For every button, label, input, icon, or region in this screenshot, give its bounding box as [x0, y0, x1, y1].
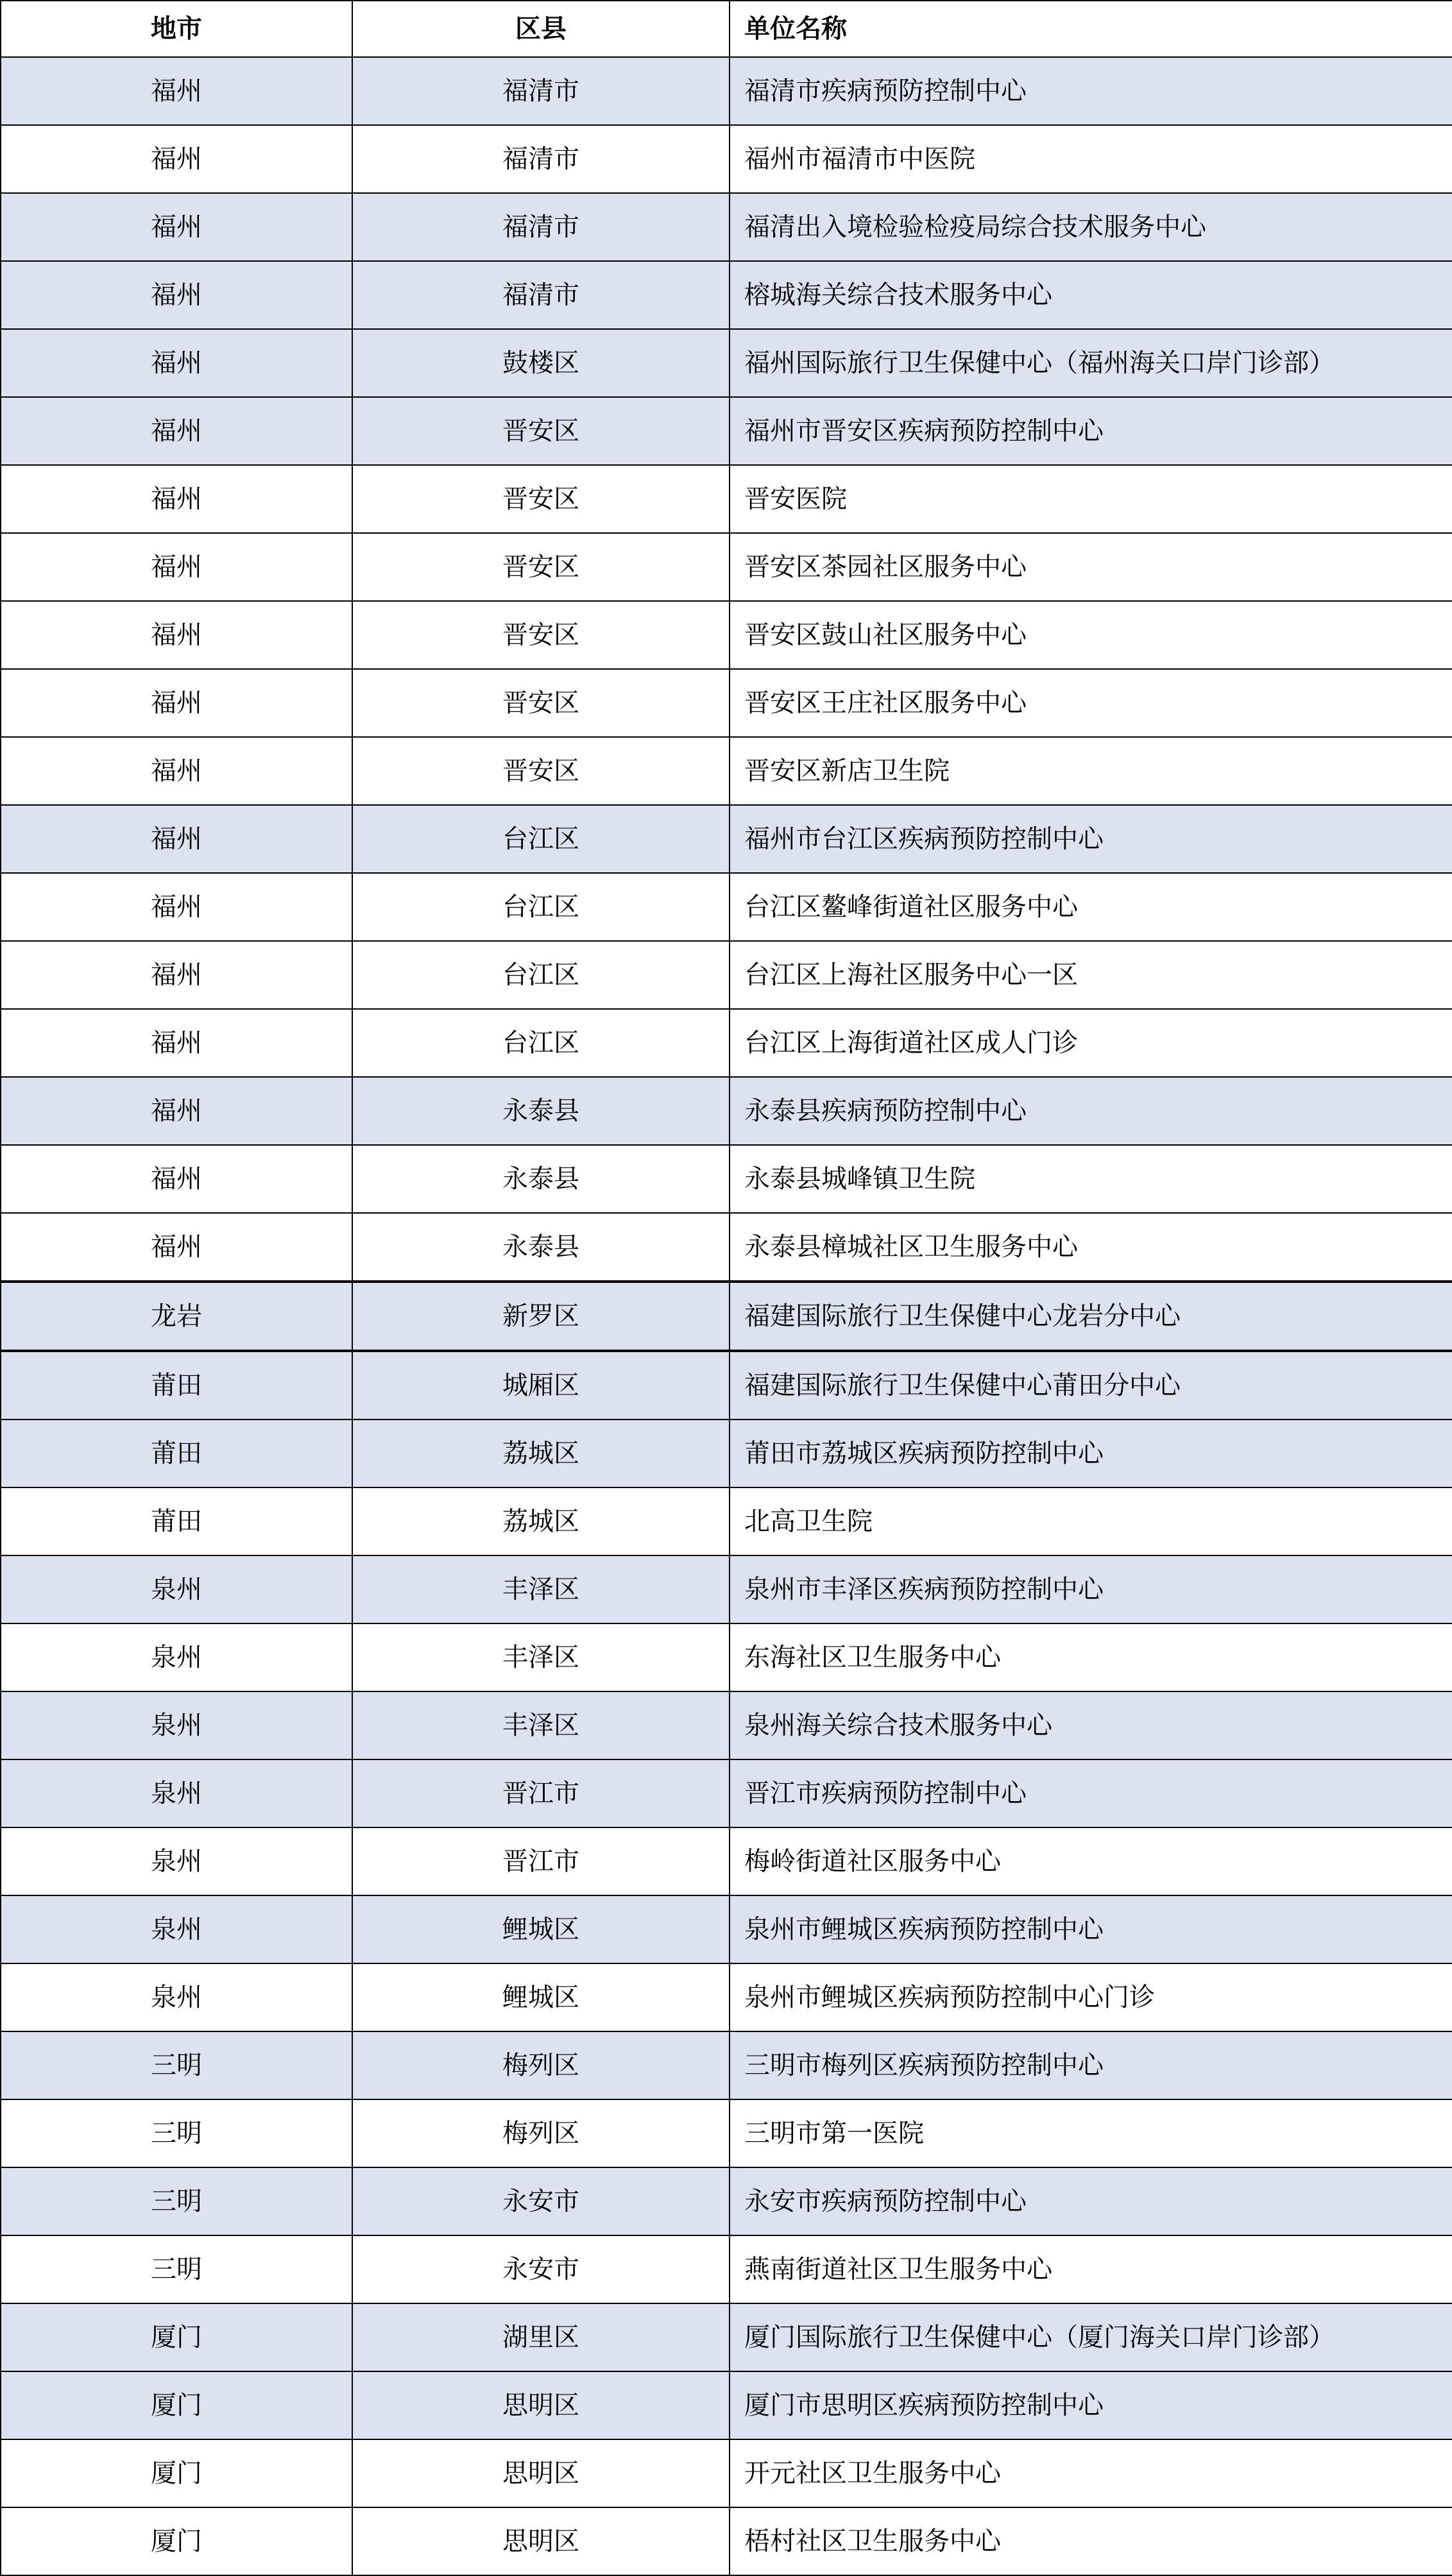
cell-district: 晋江市 — [352, 1827, 730, 1895]
table-row — [1, 1351, 1452, 1419]
cell-unit-name: 晋安区鼓山社区服务中心 — [730, 601, 1452, 669]
cell-city: 泉州 — [1, 1895, 352, 1963]
table-row — [1, 465, 1452, 533]
table-row — [1, 2167, 1452, 2235]
cell-city: 福州 — [1, 125, 352, 193]
cell-district: 荔城区 — [352, 1419, 730, 1487]
table-row — [1, 1419, 1452, 1487]
table-row — [1, 2235, 1452, 2303]
cell-district: 城厢区 — [352, 1351, 730, 1419]
cell-district: 晋江市 — [352, 1759, 730, 1827]
table-row — [1, 2031, 1452, 2099]
cell-district: 梅列区 — [352, 2031, 730, 2099]
cell-city: 厦门 — [1, 2371, 352, 2439]
table-row — [1, 1145, 1452, 1213]
cell-district: 湖里区 — [352, 2303, 730, 2371]
cell-city: 福州 — [1, 465, 352, 533]
cell-unit-name: 永泰县城峰镇卫生院 — [730, 1145, 1452, 1213]
cell-unit-name: 厦门国际旅行卫生保健中心（厦门海关口岸门诊部） — [730, 2303, 1452, 2371]
cell-unit-name: 晋安医院 — [730, 465, 1452, 533]
cell-district: 福清市 — [352, 193, 730, 261]
table-row — [1, 125, 1452, 193]
cell-district: 晋安区 — [352, 601, 730, 669]
cell-district: 台江区 — [352, 873, 730, 941]
cell-unit-name: 晋安区王庄社区服务中心 — [730, 669, 1452, 737]
cell-city: 福州 — [1, 873, 352, 941]
cell-city: 三明 — [1, 2031, 352, 2099]
table-row — [1, 2303, 1452, 2371]
cell-district: 丰泽区 — [352, 1691, 730, 1759]
cell-city: 三明 — [1, 2167, 352, 2235]
cell-city: 莆田 — [1, 1419, 352, 1487]
cell-district: 晋安区 — [352, 465, 730, 533]
cell-unit-name: 梧村社区卫生服务中心 — [730, 2507, 1452, 2575]
table-row — [1, 1213, 1452, 1282]
cell-unit-name: 燕南街道社区卫生服务中心 — [730, 2235, 1452, 2303]
cell-unit-name: 台江区上海街道社区成人门诊 — [730, 1009, 1452, 1077]
table-row — [1, 873, 1452, 941]
cell-district: 鲤城区 — [352, 1895, 730, 1963]
table-row — [1, 601, 1452, 669]
table-body — [1, 57, 1452, 2575]
cell-unit-name: 莆田市荔城区疾病预防控制中心 — [730, 1419, 1452, 1487]
cell-district: 荔城区 — [352, 1487, 730, 1555]
cell-unit-name: 榕城海关综合技术服务中心 — [730, 261, 1452, 329]
cell-unit-name: 梅岭街道社区服务中心 — [730, 1827, 1452, 1895]
cell-unit-name: 三明市第一医院 — [730, 2099, 1452, 2167]
column-header-district: 区县 — [352, 1, 730, 57]
cell-unit-name: 三明市梅列区疾病预防控制中心 — [730, 2031, 1452, 2099]
table-row — [1, 2507, 1452, 2575]
column-header-city: 地市 — [1, 1, 352, 57]
cell-district: 台江区 — [352, 941, 730, 1009]
cell-unit-name: 福州市晋安区疾病预防控制中心 — [730, 397, 1452, 465]
cell-unit-name: 北高卫生院 — [730, 1487, 1452, 1555]
cell-district: 思明区 — [352, 2439, 730, 2507]
cell-district: 晋安区 — [352, 737, 730, 805]
cell-district: 永泰县 — [352, 1077, 730, 1145]
cell-city: 莆田 — [1, 1487, 352, 1555]
cell-city: 福州 — [1, 329, 352, 397]
cell-city: 福州 — [1, 397, 352, 465]
cell-unit-name: 福州国际旅行卫生保健中心（福州海关口岸门诊部） — [730, 329, 1452, 397]
cell-city: 泉州 — [1, 1759, 352, 1827]
table-row — [1, 669, 1452, 737]
cell-district: 永泰县 — [352, 1145, 730, 1213]
table-row — [1, 57, 1452, 125]
table-row — [1, 2099, 1452, 2167]
cell-city: 三明 — [1, 2099, 352, 2167]
cell-city: 福州 — [1, 261, 352, 329]
cell-district: 福清市 — [352, 125, 730, 193]
cell-unit-name: 永泰县疾病预防控制中心 — [730, 1077, 1452, 1145]
table-row — [1, 1895, 1452, 1963]
cell-unit-name: 福州市台江区疾病预防控制中心 — [730, 805, 1452, 873]
table-row — [1, 941, 1452, 1009]
cell-district: 台江区 — [352, 805, 730, 873]
table-row — [1, 533, 1452, 601]
table-row — [1, 2371, 1452, 2439]
cell-district: 福清市 — [352, 261, 730, 329]
cell-unit-name: 晋安区茶园社区服务中心 — [730, 533, 1452, 601]
table-row — [1, 2439, 1452, 2507]
cell-unit-name: 福建国际旅行卫生保健中心龙岩分中心 — [730, 1282, 1452, 1351]
table-row — [1, 737, 1452, 805]
table-row — [1, 1487, 1452, 1555]
cell-city: 泉州 — [1, 1555, 352, 1623]
cell-district: 鼓楼区 — [352, 329, 730, 397]
cell-district: 鲤城区 — [352, 1963, 730, 2031]
cell-unit-name: 台江区鳌峰街道社区服务中心 — [730, 873, 1452, 941]
cell-district: 永泰县 — [352, 1213, 730, 1282]
cell-unit-name: 晋安区新店卫生院 — [730, 737, 1452, 805]
table-row — [1, 1555, 1452, 1623]
cell-unit-name: 永泰县樟城社区卫生服务中心 — [730, 1213, 1452, 1282]
cell-city: 福州 — [1, 1077, 352, 1145]
table-row — [1, 1759, 1452, 1827]
cell-city: 泉州 — [1, 1623, 352, 1691]
cell-district: 永安市 — [352, 2167, 730, 2235]
table-row — [1, 1963, 1452, 2031]
cell-unit-name: 开元社区卫生服务中心 — [730, 2439, 1452, 2507]
cell-city: 福州 — [1, 1213, 352, 1282]
table-row — [1, 1009, 1452, 1077]
cell-city: 福州 — [1, 193, 352, 261]
cell-unit-name: 台江区上海社区服务中心一区 — [730, 941, 1452, 1009]
cell-district: 梅列区 — [352, 2099, 730, 2167]
cell-district: 丰泽区 — [352, 1623, 730, 1691]
cell-district: 新罗区 — [352, 1282, 730, 1351]
table-row — [1, 1077, 1452, 1145]
cell-city: 福州 — [1, 601, 352, 669]
cell-unit-name: 福建国际旅行卫生保健中心莆田分中心 — [730, 1351, 1452, 1419]
cell-city: 三明 — [1, 2235, 352, 2303]
cell-unit-name: 泉州海关综合技术服务中心 — [730, 1691, 1452, 1759]
cell-unit-name: 福清市疾病预防控制中心 — [730, 57, 1452, 125]
cell-unit-name: 泉州市丰泽区疾病预防控制中心 — [730, 1555, 1452, 1623]
cell-unit-name: 福州市福清市中医院 — [730, 125, 1452, 193]
table-row — [1, 1827, 1452, 1895]
table-row — [1, 1623, 1452, 1691]
cell-unit-name: 东海社区卫生服务中心 — [730, 1623, 1452, 1691]
cell-unit-name: 永安市疾病预防控制中心 — [730, 2167, 1452, 2235]
column-header-unit-name: 单位名称 — [730, 1, 1452, 57]
cell-city: 龙岩 — [1, 1282, 352, 1351]
cell-district: 永安市 — [352, 2235, 730, 2303]
cell-city: 福州 — [1, 57, 352, 125]
cell-city: 泉州 — [1, 1963, 352, 2031]
cell-district: 思明区 — [352, 2507, 730, 2575]
cell-city: 厦门 — [1, 2303, 352, 2371]
table-row — [1, 805, 1452, 873]
cell-city: 福州 — [1, 1145, 352, 1213]
cell-district: 福清市 — [352, 57, 730, 125]
cell-city: 厦门 — [1, 2507, 352, 2575]
cell-unit-name: 福清出入境检验检疫局综合技术服务中心 — [730, 193, 1452, 261]
table-row — [1, 261, 1452, 329]
table-row — [1, 193, 1452, 261]
cell-district: 晋安区 — [352, 397, 730, 465]
cell-district: 思明区 — [352, 2371, 730, 2439]
table-row — [1, 397, 1452, 465]
cell-city: 福州 — [1, 533, 352, 601]
cell-city: 泉州 — [1, 1691, 352, 1759]
cell-unit-name: 泉州市鲤城区疾病预防控制中心门诊 — [730, 1963, 1452, 2031]
cell-city: 福州 — [1, 805, 352, 873]
cell-city: 莆田 — [1, 1351, 352, 1419]
cell-district: 丰泽区 — [352, 1555, 730, 1623]
cell-city: 福州 — [1, 941, 352, 1009]
cell-district: 晋安区 — [352, 533, 730, 601]
table-header-row — [1, 1, 1452, 57]
cell-district: 晋安区 — [352, 669, 730, 737]
cell-city: 福州 — [1, 1009, 352, 1077]
table-row — [1, 329, 1452, 397]
cell-city: 福州 — [1, 669, 352, 737]
cell-unit-name: 泉州市鲤城区疾病预防控制中心 — [730, 1895, 1452, 1963]
cell-city: 厦门 — [1, 2439, 352, 2507]
cell-city: 泉州 — [1, 1827, 352, 1895]
cell-unit-name: 厦门市思明区疾病预防控制中心 — [730, 2371, 1452, 2439]
cell-unit-name: 晋江市疾病预防控制中心 — [730, 1759, 1452, 1827]
cell-city: 福州 — [1, 737, 352, 805]
cell-district: 台江区 — [352, 1009, 730, 1077]
table-row — [1, 1282, 1452, 1351]
table-row — [1, 1691, 1452, 1759]
